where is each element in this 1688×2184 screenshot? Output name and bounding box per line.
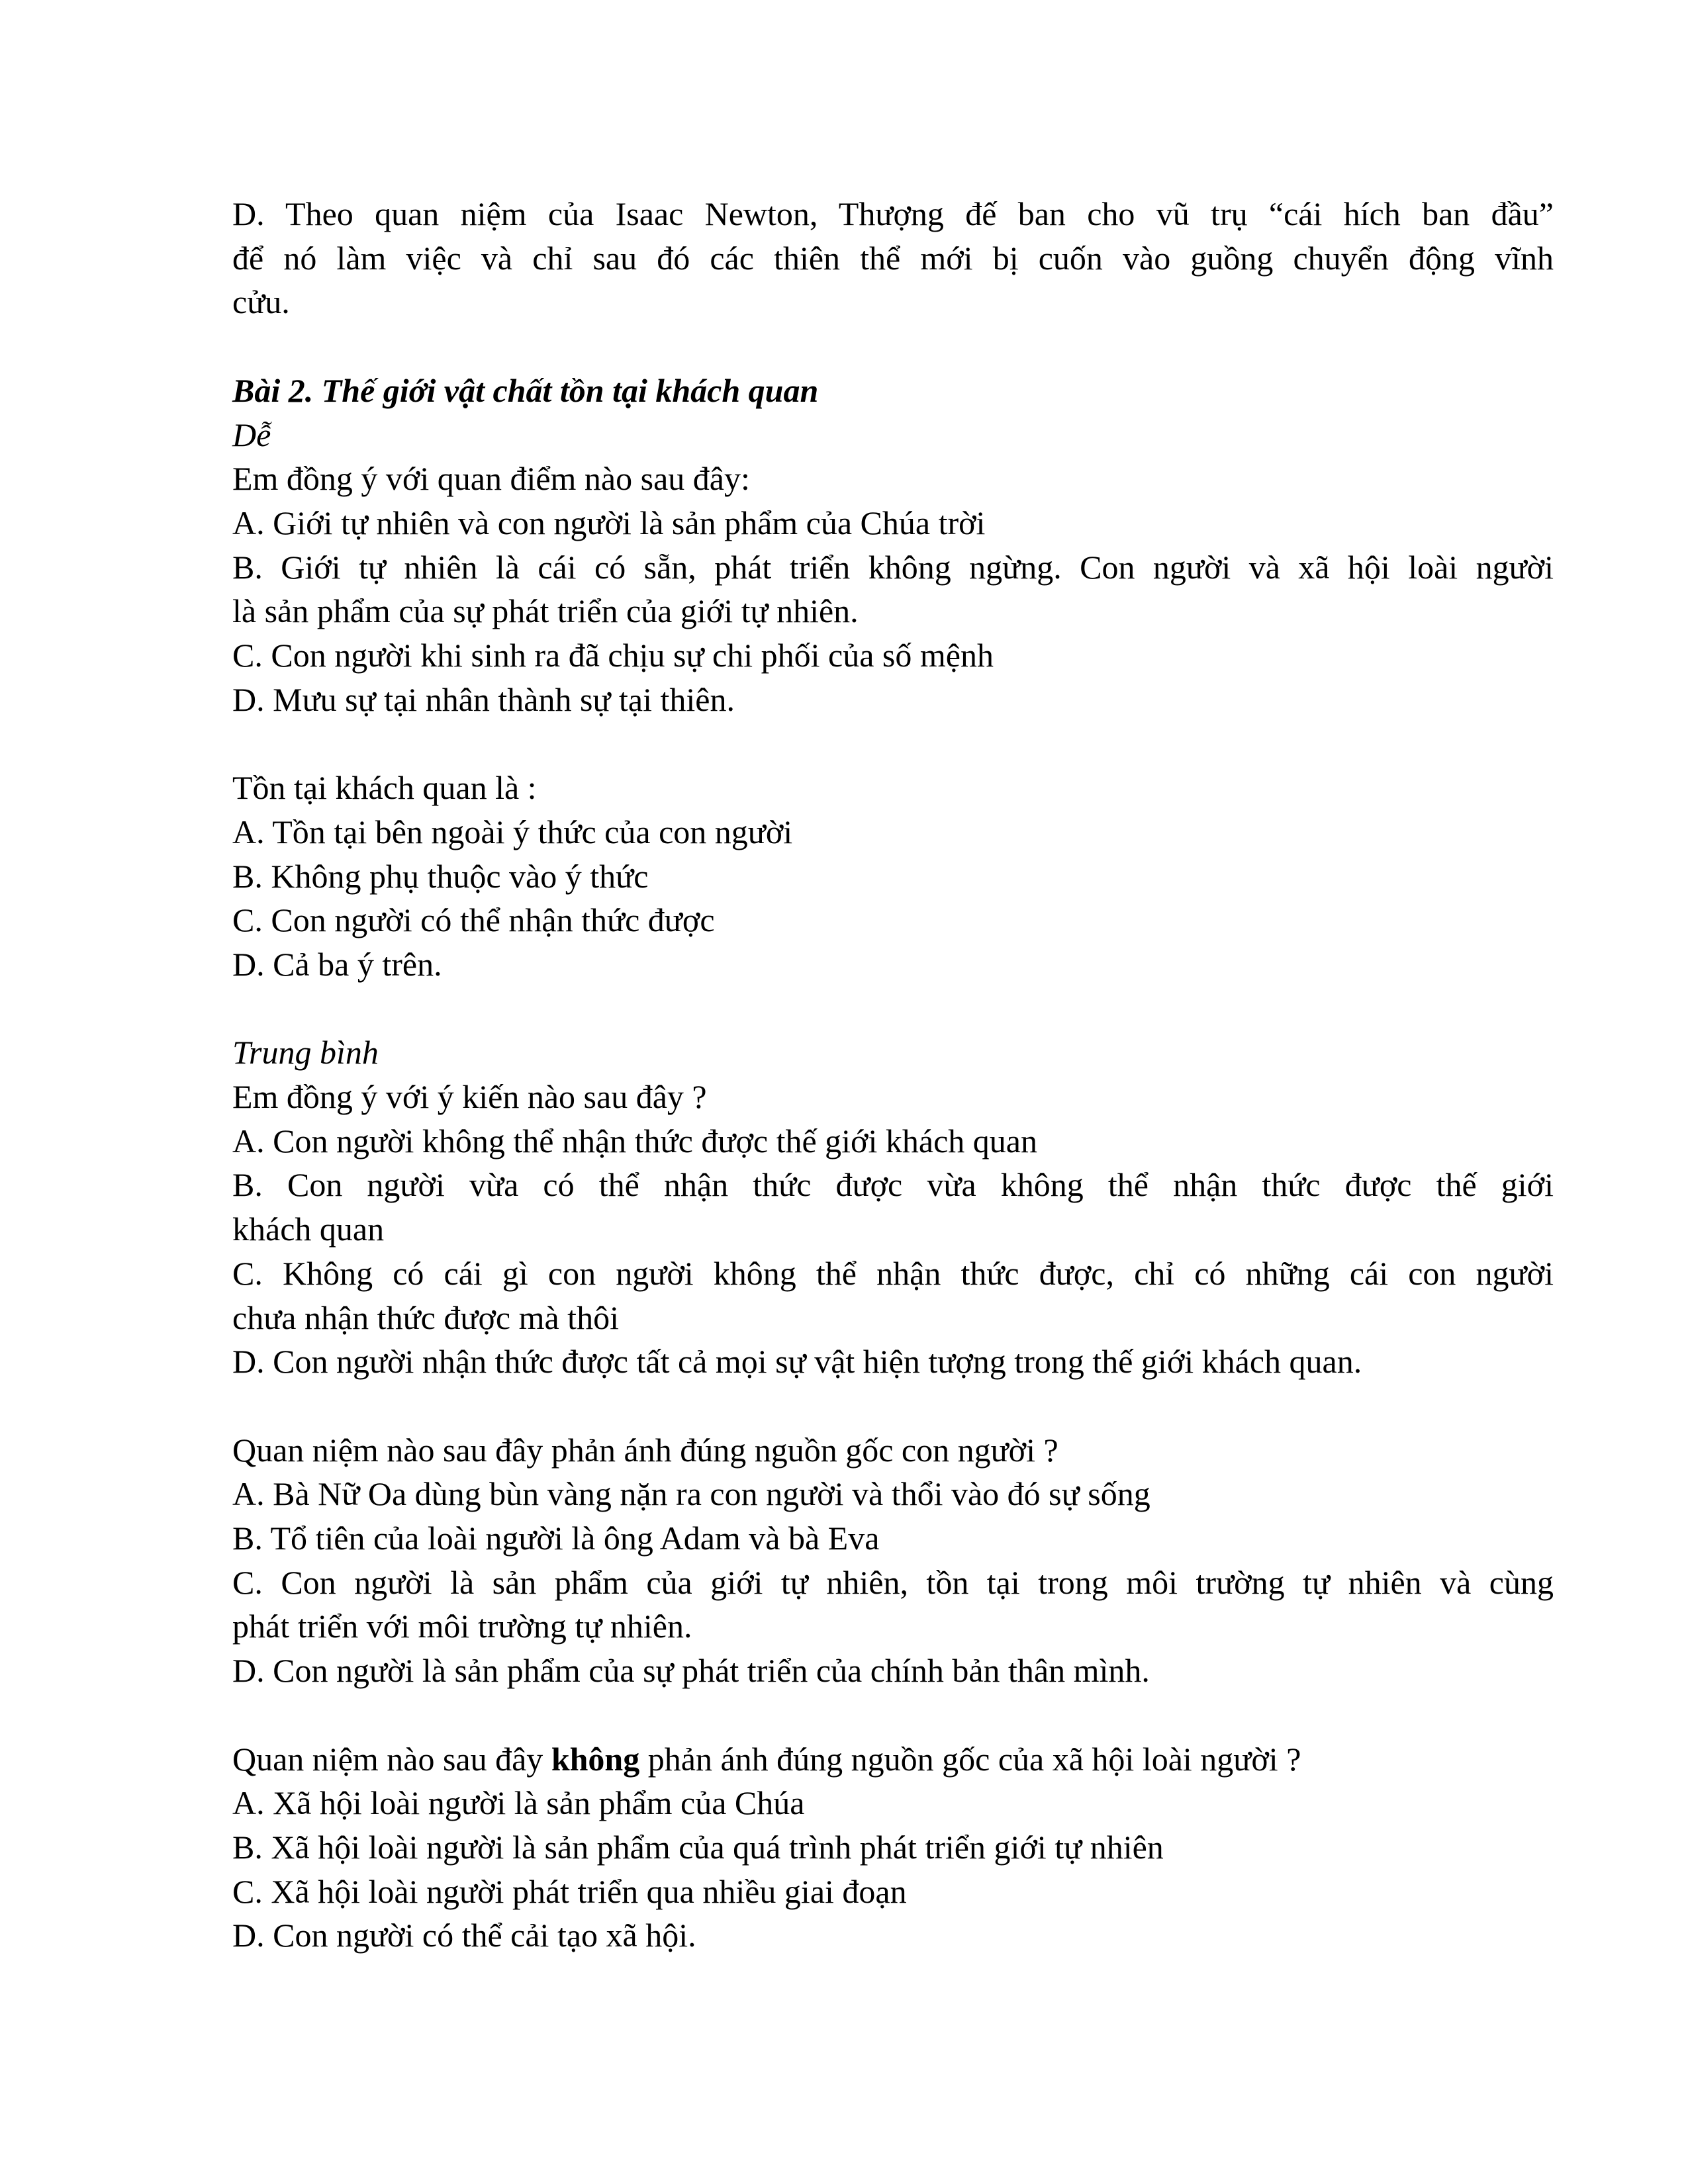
question-text-before: Quan niệm nào sau đây	[232, 1740, 551, 1778]
question-text: Quan niệm nào sau đây phản ánh đúng nguồn gốc con người ?	[232, 1431, 1058, 1469]
question-3	[232, 1075, 1554, 1384]
option-b: B. Xã hội loài người là sản phẩm của quá trình phát triển giới tự nhiên	[232, 1828, 1164, 1866]
question-2	[232, 766, 1554, 987]
question-1	[232, 457, 1554, 721]
spacer	[232, 1384, 1554, 1428]
question-text-after: phản ánh đúng nguồn gốc của xã hội loài người ?	[639, 1740, 1301, 1778]
option-b-cont: khách quan	[232, 1210, 385, 1248]
option-d: D. Con người nhận thức được tất cả mọi sự vật hiện tượng trong thế giới khách quan.	[232, 1343, 1362, 1381]
option-c: C. Con người có thể nhận thức được	[232, 901, 715, 939]
spacer	[232, 987, 1554, 1031]
spacer	[232, 324, 1554, 369]
spacer	[232, 1693, 1554, 1737]
option-a: A. Bà Nữ Oa dùng bùn vàng nặn ra con người và thổi vào đó sự sống	[232, 1475, 1150, 1513]
option-d: D. Con người là sản phẩm của sự phát triển của chính bản thân mình.	[232, 1652, 1150, 1690]
option-b: B. Con người vừa có thể nhận thức được vừa không thể nhận thức được thế giới	[232, 1166, 1554, 1204]
option-b-cont: là sản phẩm của sự phát triển của giới tự nhiên.	[232, 592, 859, 630]
option-c: C. Xã hội loài người phát triển qua nhiều giai đoạn	[232, 1872, 907, 1910]
question-text: Em đồng ý với quan điểm nào sau đây:	[232, 460, 750, 498]
option-d: D. Con người có thể cải tạo xã hội.	[232, 1917, 696, 1954]
difficulty-label-medium: Trung bình	[232, 1034, 379, 1071]
question-text: Tồn tại khách quan là :	[232, 769, 537, 807]
option-d: D. Mưu sự tại nhân thành sự tại thiên.	[232, 680, 735, 718]
option-a: A. Tồn tại bên ngoài ý thức của con người	[232, 813, 793, 850]
question-4	[232, 1428, 1554, 1693]
option-b: B. Tổ tiên của loài người là ông Adam và bà Eva	[232, 1520, 880, 1557]
option-b: B. Không phụ thuộc vào ý thức	[232, 857, 649, 895]
intro-option-d	[232, 192, 1554, 324]
option-c-cont: phát triển với môi trường tự nhiên.	[232, 1608, 692, 1645]
difficulty-label-easy: Dễ	[232, 416, 271, 453]
option-text: D. Theo quan niệm của Isaac Newton, Thượng đế ban cho vũ trụ “cái hích ban đầu”	[232, 195, 1554, 232]
question-text: Em đồng ý với ý kiến nào sau đây ?	[232, 1078, 707, 1116]
section-title: Bài 2. Thế giới vật chất tồn tại khách quan	[232, 371, 819, 409]
option-c: C. Không có cái gì con người không thể nhận thức được, chỉ có những cái con người	[232, 1254, 1554, 1292]
option-a: A. Giới tự nhiên và con người là sản phẩm của Chúa trời	[232, 504, 986, 541]
option-b: B. Giới tự nhiên là cái có sẵn, phát triển không ngừng. Con người và xã hội loài người	[232, 548, 1554, 586]
option-a: A. Con người không thể nhận thức được thế giới khách quan	[232, 1122, 1037, 1160]
option-c-cont: chưa nhận thức được mà thôi	[232, 1298, 619, 1336]
question-text-emphasis: không	[551, 1740, 640, 1778]
spacer	[232, 721, 1554, 766]
option-a: A. Xã hội loài người là sản phẩm của Chúa	[232, 1784, 805, 1822]
option-c: C. Con người khi sinh ra đã chịu sự chi phối của số mệnh	[232, 637, 994, 674]
question-text	[232, 1737, 1554, 1782]
option-text: cửu.	[232, 283, 290, 321]
option-text: để nó làm việc và chỉ sau đó các thiên thể mới bị cuốn vào guồng chuyển động vĩnh	[232, 239, 1554, 277]
document-page	[232, 192, 1554, 1958]
question-5	[232, 1737, 1554, 1958]
option-c: C. Con người là sản phẩm của giới tự nhiên, tồn tại trong môi trường tự nhiên và cùng	[232, 1563, 1554, 1601]
option-d: D. Cả ba ý trên.	[232, 945, 442, 983]
